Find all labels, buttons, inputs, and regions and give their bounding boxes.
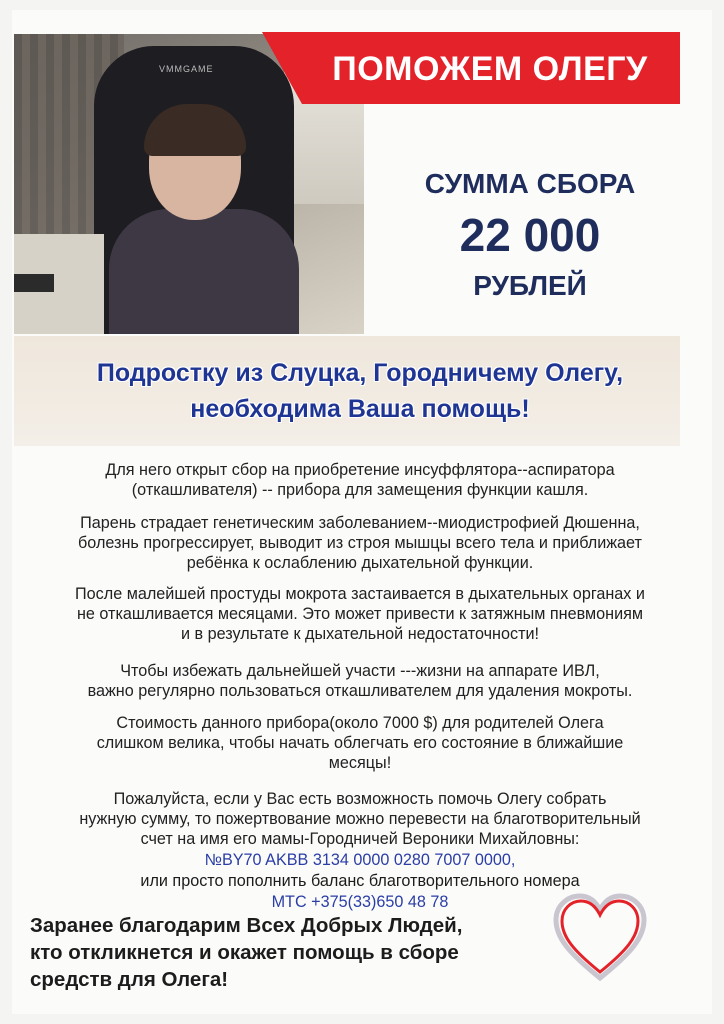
thanks-line: Заранее благодарим Всех Добрых Людей, <box>30 914 463 937</box>
thanks-message <box>30 912 550 993</box>
thanks-line: средств для Олега! <box>30 968 229 991</box>
bank-account[interactable]: №BY70 AKBB 3134 0000 0280 7007 0000, <box>204 851 516 869</box>
text-line: счет на имя его мамы-Городничей Вероники Михайловны: <box>140 830 580 848</box>
text-line: болезнь прогрессирует, выводит из строя мышцы всего тела и приближает <box>78 534 642 552</box>
paragraph-disease <box>10 513 710 573</box>
text-line: слишком велика, чтобы начать облегчать его состояние в ближайшие <box>96 734 624 752</box>
chair-logo: VMMGAME <box>159 64 214 74</box>
text-line: месяцы! <box>328 754 392 772</box>
sum-amount: 22 000 <box>459 209 601 261</box>
charity-phone[interactable]: МТС +375(33)650 48 78 <box>271 893 449 911</box>
text-line: Пожалуйста, если у Вас есть возможность помочь Олегу собрать <box>113 790 607 808</box>
heart-icon <box>550 890 650 985</box>
sum-currency: РУБЛЕЙ <box>473 270 587 301</box>
phone-topup-text: или просто пополнить баланс благотворительного номера <box>140 872 580 890</box>
text-line: После малейшей простуды мокрота застаивается в дыхательных органах и <box>75 585 645 603</box>
text-line: нужную сумму, то пожертвование можно перевести на благотворительный <box>79 810 641 828</box>
paragraph-risk <box>10 584 710 644</box>
text-line: ребёнка к ослаблению дыхательной функции. <box>186 554 534 572</box>
thanks-line: кто откликнется и окажет помощь в сборе <box>30 941 459 964</box>
text-line: Стоимость данного прибора(около 7000 $) для родителей Олега <box>116 714 604 732</box>
keyboard-shape <box>14 274 54 292</box>
banner-title: ПОМОЖЕМ ОЛЕГУ <box>332 50 648 88</box>
headline-line: Подростку из Слуцка, Городничему Олегу, <box>96 359 624 387</box>
text-line: Чтобы избежать дальнейшей участи ---жизни на аппарате ИВЛ, <box>120 662 600 680</box>
paragraph-ventilator <box>10 661 710 701</box>
text-line: (откашливателя) -- прибора для замещения функции кашля. <box>131 481 589 499</box>
paragraph-cost <box>10 713 710 773</box>
text-line: Парень страдает генетическим заболеванием--миодистрофией Дюшенна, <box>80 514 640 532</box>
headline-line: необходима Ваша помощь! <box>190 395 530 423</box>
text-line: Для него открыт сбор на приобретение инсуффлятора--аспиратора <box>105 461 615 479</box>
text-line: важно регулярно пользоваться откашливателем для удаления мокроты. <box>87 682 633 700</box>
text-line: и в результате к дыхательной недостаточности! <box>180 625 540 643</box>
text-line: не откашливается месяцами. Это может привести к затяжным пневмониям <box>76 605 644 623</box>
paragraph-purpose <box>10 460 710 500</box>
paragraph-donation <box>10 789 710 849</box>
shirt-shape <box>109 209 299 334</box>
sum-label: СУММА СБОРА <box>424 168 636 199</box>
headline <box>20 355 700 427</box>
